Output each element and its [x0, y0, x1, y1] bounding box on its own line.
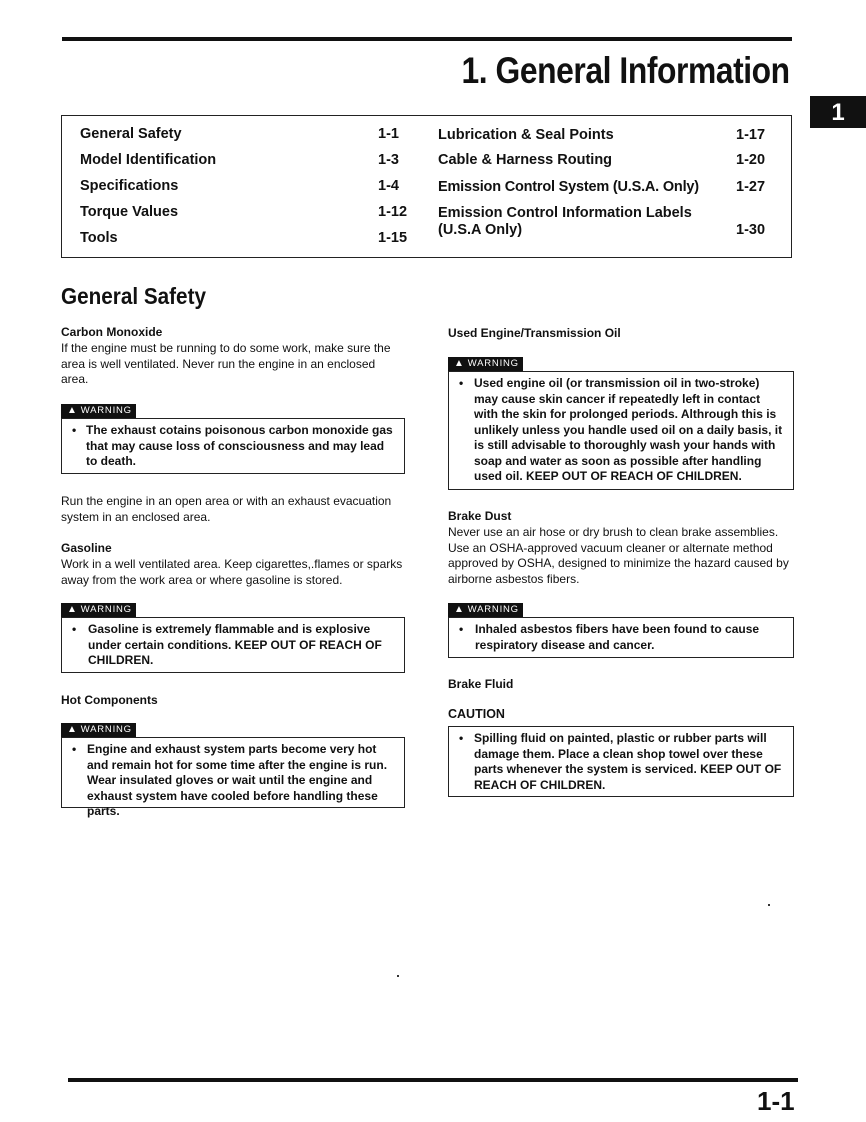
scan-speck: [397, 975, 399, 977]
carbon-monoxide-after: Run the engine in an open area or with an exhaust evacuation system in an enclosed area.: [61, 494, 392, 524]
toc-page: 1-17: [736, 127, 766, 143]
warning-tag: [448, 603, 523, 617]
brake-dust-heading: Brake Dust: [448, 509, 512, 523]
toc-label: General Safety: [80, 126, 182, 142]
toc-page: 1-4: [378, 178, 399, 194]
warning-label: WARNING: [467, 358, 519, 369]
warning-tag: [448, 357, 523, 371]
bullet: •: [72, 622, 77, 636]
warning-box: [448, 617, 794, 658]
bullet: •: [72, 423, 77, 437]
page-number: 1-1: [757, 1086, 795, 1116]
toc-label: Model Identification: [80, 152, 217, 168]
brake-fluid-heading: Brake Fluid: [448, 677, 514, 691]
warning-triangle-icon: ▲: [67, 604, 78, 615]
bullet: •: [72, 742, 77, 756]
toc-label: (U.S.A Only): [438, 222, 523, 238]
toc-page: 1-12: [378, 204, 408, 220]
toc-page: 1-15: [378, 230, 408, 246]
carbon-monoxide-body: If the engine must be running to do some work, make sure the area is well ventilated. Never run the engine in an enclosed area.: [61, 341, 391, 386]
warning-box: [61, 617, 405, 673]
bullet: •: [459, 731, 464, 745]
toc-label: Cable & Harness Routing: [438, 152, 613, 168]
section-title: General Safety: [61, 283, 206, 309]
toc-label: Tools: [80, 230, 118, 246]
warning-text: Gasoline is extremely flammable and is explosive under certain conditions. KEEP OUT OF REACH OF CHILDREN.: [88, 622, 382, 667]
caution-label: CAUTION: [448, 707, 505, 721]
warning-triangle-icon: ▲: [454, 358, 465, 369]
warning-label: WARNING: [80, 405, 132, 416]
toc-page: 1-3: [378, 152, 399, 168]
warning-text: Engine and exhaust system parts become very hot and remain hot for some time after the engine is run. Wear insulated gloves or wait until the engine and exhaust system have cooled before handling these parts.: [87, 742, 388, 818]
gasoline-heading: Gasoline: [61, 541, 112, 555]
toc-label: Specifications: [80, 178, 179, 194]
chapter-title: 1. General Information: [461, 50, 790, 91]
warning-triangle-icon: ▲: [67, 724, 78, 735]
brake-dust-body: Never use an air hose or dry brush to clean brake assemblies. Use an OSHA-approved vacuum cleaner or alternate method approved by OSHA, designed to minimize the hazard caused by airborne asbestos fibers.: [448, 525, 789, 586]
toc-label: Lubrication & Seal Points: [438, 127, 614, 143]
top-rule: [62, 37, 792, 41]
toc-label: Emission Control System (U.S.A. Only): [438, 179, 699, 195]
warning-tag: [61, 404, 136, 418]
warning-label: WARNING: [467, 604, 519, 615]
toc-label: Emission Control Information Labels: [438, 205, 692, 221]
carbon-monoxide-heading: Carbon Monoxide: [61, 325, 163, 339]
scan-speck: [768, 904, 770, 906]
chapter-tab: 1: [810, 96, 866, 128]
warning-label: WARNING: [80, 724, 132, 735]
toc-label: Torque Values: [80, 204, 179, 220]
warning-box: [61, 418, 405, 474]
warning-text: Used engine oil (or transmission oil in two-stroke) may cause skin cancer if repeatedly left in contact with the skin for prolonged periods. Althrough this is unlikely unless you handle used oil on a daily basis, it is still advisable to thoroughly wash your hands with soap and water as soon as possible after handling used oil. KEEP OUT OF REACH OF CHILDREN.: [474, 376, 783, 483]
warning-triangle-icon: ▲: [454, 604, 465, 615]
warning-text: The exhaust cotains poisonous carbon monoxide gas that may cause loss of consciousness and may lead to death.: [86, 423, 393, 468]
warning-label: WARNING: [80, 604, 132, 615]
warning-box: [61, 737, 405, 818]
gasoline-body: Work in a well ventilated area. Keep cigarettes,.flames or sparks away from the work area or where gasoline is stored.: [61, 557, 403, 587]
hot-components-heading: Hot Components: [61, 693, 158, 707]
toc-page: 1-20: [736, 152, 766, 168]
toc-page: 1-30: [736, 222, 766, 238]
caution-text: Spilling fluid on painted, plastic or rubber parts will damage them. Place a clean shop towel over these parts whenever the system is serviced. KEEP OUT OF REACH OF CHILDREN.: [474, 731, 782, 792]
warning-tag: [61, 723, 136, 737]
caution-box: [448, 726, 794, 797]
warning-text: Inhaled asbestos fibers have been found to cause respiratory disease and cancer.: [475, 622, 760, 652]
bottom-rule: [68, 1078, 798, 1082]
bullet: •: [459, 376, 464, 390]
bullet: •: [459, 622, 464, 636]
used-oil-heading: Used Engine/Transmission Oil: [448, 326, 621, 340]
warning-tag: [61, 603, 136, 617]
warning-triangle-icon: ▲: [67, 405, 78, 416]
warning-box: [448, 371, 794, 490]
toc-page: 1-27: [736, 179, 766, 195]
toc-page: 1-1: [378, 126, 399, 142]
